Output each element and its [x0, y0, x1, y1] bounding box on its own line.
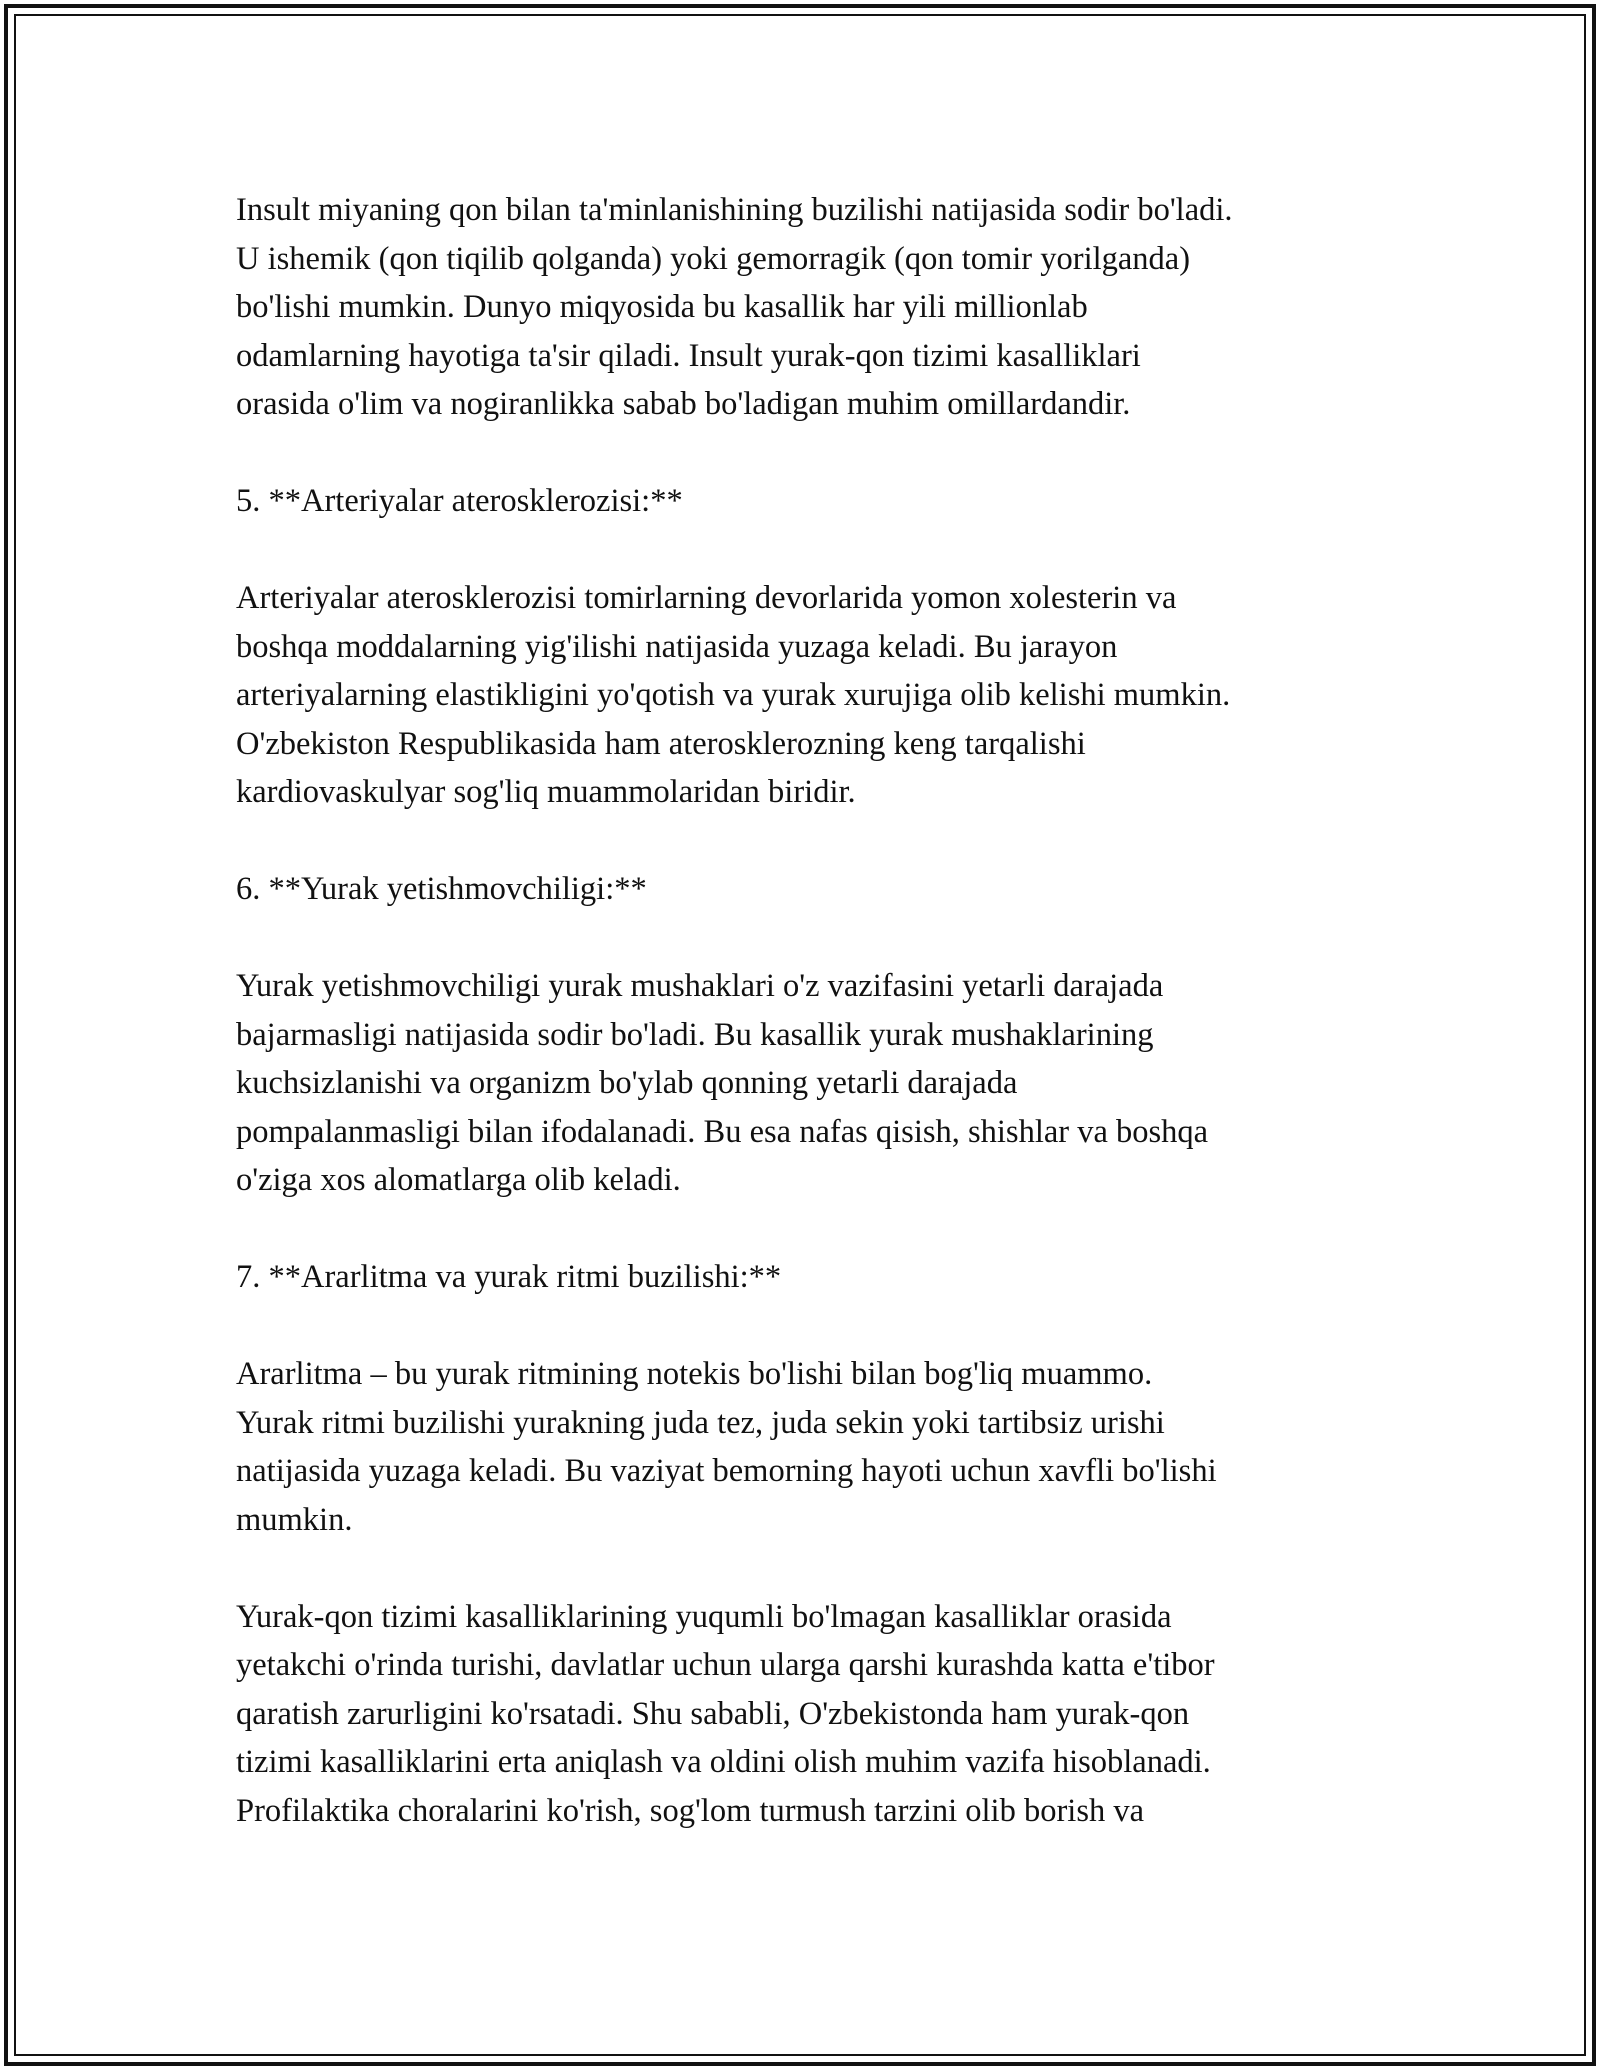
paragraph-conclusion: Yurak-qon tizimi kasalliklarining yuqumli bo'lmagan kasalliklar orasida yetakchi o'rinda turishi, davlatlar uchun ularga qarshi kurashda katta e'tibor qaratish zarurligini ko'rsatadi. Shu sababli, O'zbekistonda ham yurak-qon tizimi kasalliklarini erta aniqlash va oldini olish muhim vazifa hisoblanadi. Profilaktika choralarini ko'rish, sog'lom turmush tarzini olib borish va: [236, 1598, 1215, 1829]
paragraph-yurak-yetishmovchiligi: Yurak yetishmovchiligi yurak mushaklari o'z vazifasini yetarli darajada bajarmasligi natijasida sodir bo'ladi. Bu kasallik yurak mushaklarining kuchsizlanishi va organizm bo'ylab qonning yetarli darajada pompalanmasligi bilan ifodalanadi. Bu esa nafas qisish, shishlar va boshqa o'ziga xos alomatlarga olib keladi.: [236, 968, 1209, 1198]
paragraph-insult: Insult miyaning qon bilan ta'minlanishining buzilishi natijasida sodir bo'ladi. U ishemik (qon tiqilib qolganda) yoki gemorragik (qon tomir yorilganda) bo'lishi mumkin. Dunyo miqyosida bu kasallik har yili millionlab odamlarning hayotiga ta'sir qiladi. Insult yurak-qon tizimi kasalliklari orasida o'lim va nogiranlikka sabab bo'ladigan muhim omillardandir.: [236, 192, 1233, 422]
paragraph-ararlitma: Ararlitma – bu yurak ritmining notekis bo'lishi bilan bog'liq muammo. Yurak ritmi buzilishi yurakning juda tez, juda sekin yoki tartibsiz urishi natijasida yuzaga keladi. Bu vaziyat bemorning hayoti uchun xavfli bo'lishi mumkin.: [236, 1356, 1217, 1538]
heading-yurak-yetishmovchiligi: 6. **Yurak yetishmovchiligi:**: [236, 871, 647, 907]
heading-arteriyalar-aterosklerozisi: 5. **Arteriyalar aterosklerozisi:**: [236, 483, 683, 519]
document-body: [236, 186, 1396, 1835]
heading-ararlitma: 7. **Ararlitma va yurak ritmi buzilishi:**: [236, 1259, 782, 1295]
paragraph-aterosklerozis: Arteriyalar aterosklerozisi tomirlarning devorlarida yomon xolesterin va boshqa moddalarning yig'ilishi natijasida yuzaga keladi. Bu jarayon arteriyalarning elastikligini yo'qotish va yurak xurujiga olib kelishi mumkin. O'zbekiston Respublikasida ham aterosklerozning keng tarqalishi kardiovaskulyar sog'liq muammolaridan biridir.: [236, 580, 1231, 810]
